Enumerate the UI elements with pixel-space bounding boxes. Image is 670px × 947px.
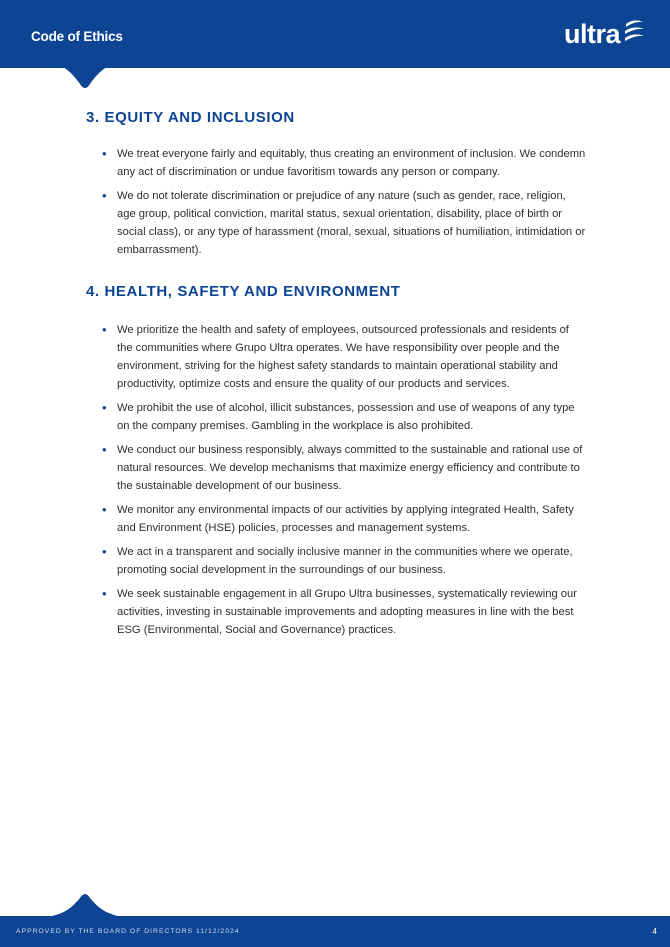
page-content xyxy=(86,107,586,645)
header-bar xyxy=(0,0,670,68)
bullet-icon: • xyxy=(102,442,107,457)
approval-note: APPROVED BY THE BOARD OF DIRECTORS 11/12/2024 xyxy=(16,928,240,935)
list-item xyxy=(86,321,586,393)
bullet-icon: • xyxy=(102,586,107,601)
list-item-text: We conduct our business responsibly, always committed to the sustainable and rational use of natural resources. We develop mechanisms that maximize energy efficiency and contribute to the sustainable development of our business. xyxy=(117,444,583,492)
bullet-icon: • xyxy=(102,544,107,559)
list-item-text: We act in a transparent and socially inclusive manner in the communities where we operate, promoting social development in the surroundings of our business. xyxy=(117,546,573,576)
page-number: 4 xyxy=(652,927,657,936)
list-item xyxy=(86,145,586,181)
bullet-icon: • xyxy=(102,188,107,203)
list-item xyxy=(86,585,586,639)
bullet-icon: • xyxy=(102,400,107,415)
header-notch-shape xyxy=(30,60,140,94)
list-item xyxy=(86,441,586,495)
list-item-text: We prohibit the use of alcohol, illicit substances, possession and use of weapons of any type on the company premises. Gambling in the workplace is also prohibited. xyxy=(117,402,575,432)
list-item-text: We seek sustainable engagement in all Grupo Ultra businesses, systematically reviewing our activities, investing in sustainable improvements and adopting measures in line with the best ESG (Environmental, Social and Governance) practices. xyxy=(117,588,577,636)
list-item xyxy=(86,399,586,435)
list-item-text: We monitor any environmental impacts of our activities by applying integrated Health, Safety and Environment (HSE) policies, processes and management systems. xyxy=(117,504,574,534)
list-item xyxy=(86,543,586,579)
section-heading-equity: 3. EQUITY AND INCLUSION xyxy=(86,109,295,126)
hse-bullet-list xyxy=(86,321,586,639)
equity-bullet-list xyxy=(86,145,586,259)
list-item xyxy=(86,501,586,537)
bullet-icon: • xyxy=(102,146,107,161)
section-heading-hse: 4. HEALTH, SAFETY AND ENVIRONMENT xyxy=(86,283,401,300)
bullet-icon: • xyxy=(102,322,107,337)
ultra-logo xyxy=(564,19,646,49)
logo-wordmark: ultra xyxy=(563,19,620,49)
document-title: Code of Ethics xyxy=(31,29,123,44)
logo-flame-icon xyxy=(622,18,646,46)
footer-notch-shape xyxy=(30,886,140,918)
list-item xyxy=(86,187,586,259)
bullet-icon: • xyxy=(102,502,107,517)
list-item-text: We do not tolerate discrimination or prejudice of any nature (such as gender, race, religion, age group, political conviction, marital status, sexual orientation, disability, place of birth or social class), or any type of harassment (moral, sexual, situations of humiliation, intimidation or embarrassment). xyxy=(117,190,586,256)
list-item-text: We treat everyone fairly and equitably, thus creating an environment of inclusion. We condemn any act of discrimination or undue favoritism towards any person or company. xyxy=(117,148,586,178)
list-item-text: We prioritize the health and safety of employees, outsourced professionals and residents of the communities where Grupo Ultra operates. We have responsibility over people and the environment, striving for the highest safety standards to maintain operational stability and productivity, optimize costs and ensure the quality of our products and services. xyxy=(117,324,569,390)
